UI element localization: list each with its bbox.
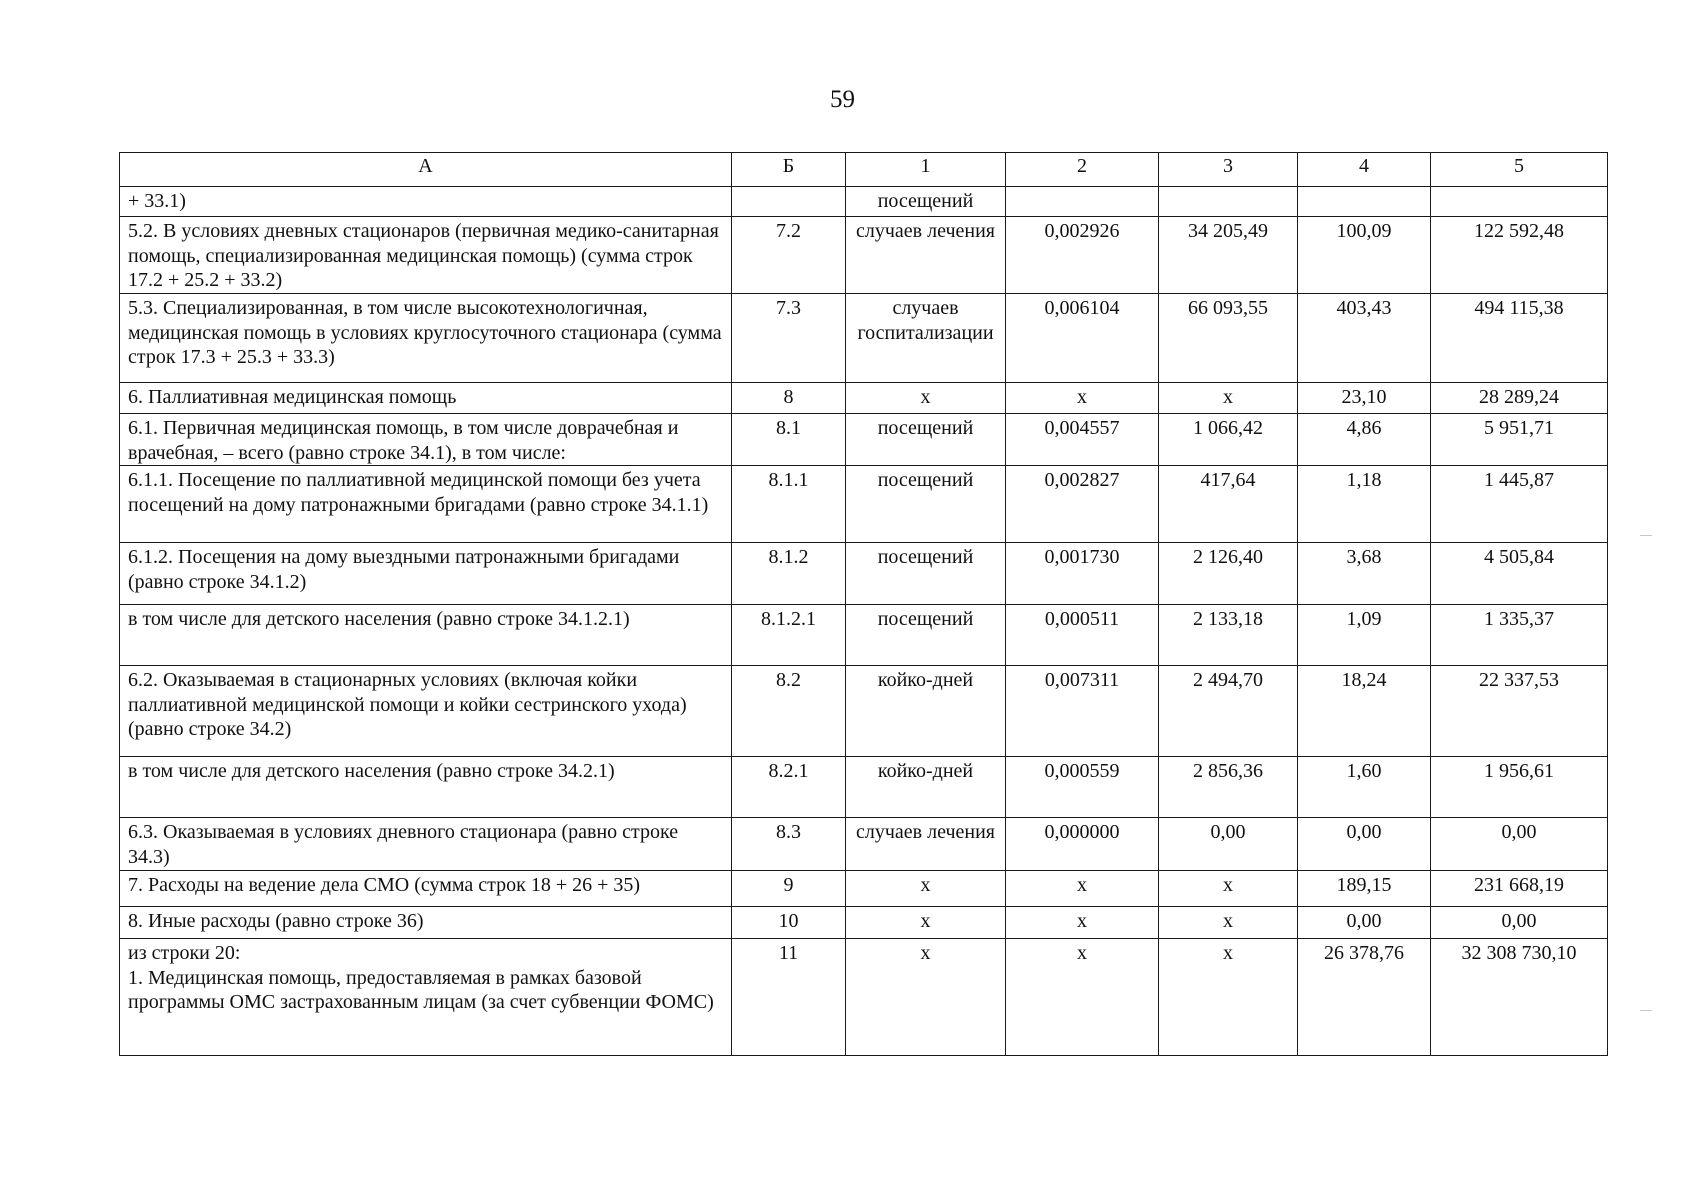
cell-unit: х (846, 871, 1006, 907)
cell-col-3: 1 066,42 (1159, 414, 1298, 466)
cell-col-5: 0,00 (1431, 818, 1608, 871)
cell-unit: койко-дней (846, 666, 1006, 757)
cell-col-3: 2 126,40 (1159, 543, 1298, 605)
cell-col-5: 231 668,19 (1431, 871, 1608, 907)
table-row (120, 543, 1608, 605)
cell-description: 6.2. Оказываемая в стационарных условиях (включая койки паллиативной медицинской помощи и койки сестринского ухода) (равно строке 34.2) (120, 666, 732, 757)
page-number: 59 (830, 86, 855, 113)
cell-col-2: 0,001730 (1006, 543, 1159, 605)
cell-description: 6.1.1. Посещение по паллиативной медицинской помощи без учета посещений на дому патронажными бригадами (равно строке 34.1.1) (120, 466, 732, 543)
cell-unit: случаев лечения (846, 818, 1006, 871)
cell-col-5: 28 289,24 (1431, 383, 1608, 414)
cell-col-4: 100,09 (1298, 217, 1431, 294)
cell-col-4: 0,00 (1298, 818, 1431, 871)
table-row (120, 907, 1608, 939)
cell-col-3: 0,00 (1159, 818, 1298, 871)
cell-row-code: 7.3 (732, 294, 846, 383)
table-row (120, 666, 1608, 757)
column-header-1: 1 (846, 153, 1006, 187)
cell-description: 5.2. В условиях дневных стационаров (первичная медико-санитарная помощь, специализированная медицинская помощь) (сумма строк 17.2 + 25.2 + 33.2) (120, 217, 732, 294)
cell-row-code: 7.2 (732, 217, 846, 294)
cell-col-4: 1,09 (1298, 605, 1431, 666)
table-row (120, 414, 1608, 466)
cell-description: 5.3. Специализированная, в том числе высокотехнологичная, медицинская помощь в условиях круглосуточного стационара (сумма строк 17.3 + 25.3 + 33.3) (120, 294, 732, 383)
cell-description: 6.1. Первичная медицинская помощь, в том числе доврачебная и врачебная, – всего (равно строке 34.1), в том числе: (120, 414, 732, 466)
cell-unit: х (846, 907, 1006, 939)
cell-col-5: 4 505,84 (1431, 543, 1608, 605)
table-row (120, 939, 1608, 1056)
cell-row-code: 9 (732, 871, 846, 907)
cell-col-4: 403,43 (1298, 294, 1431, 383)
cell-row-code: 10 (732, 907, 846, 939)
cell-description: в том числе для детского населения (равно строке 34.2.1) (120, 757, 732, 818)
cell-unit: койко-дней (846, 757, 1006, 818)
cell-col-2: 0,007311 (1006, 666, 1159, 757)
cell-col-3: 2 494,70 (1159, 666, 1298, 757)
cell-unit: посещений (846, 414, 1006, 466)
cell-unit: посещений (846, 187, 1006, 217)
cell-description: 6.1.2. Посещения на дому выездными патронажными бригадами (равно строке 34.1.2) (120, 543, 732, 605)
table-row (120, 294, 1608, 383)
cell-col-4: 3,68 (1298, 543, 1431, 605)
cell-col-4: 26 378,76 (1298, 939, 1431, 1056)
cell-row-code (732, 187, 846, 217)
cell-col-2: 0,000511 (1006, 605, 1159, 666)
cell-row-code: 8.1 (732, 414, 846, 466)
cell-row-code: 8.3 (732, 818, 846, 871)
column-header-5: 5 (1431, 153, 1608, 187)
cell-col-3: 2 133,18 (1159, 605, 1298, 666)
column-header-b: Б (732, 153, 846, 187)
cell-row-code: 8 (732, 383, 846, 414)
cell-col-4: 189,15 (1298, 871, 1431, 907)
cell-col-5: 494 115,38 (1431, 294, 1608, 383)
cell-row-code: 8.1.2.1 (732, 605, 846, 666)
column-header-4: 4 (1298, 153, 1431, 187)
cell-unit: посещений (846, 466, 1006, 543)
table-row (120, 187, 1608, 217)
cell-col-2: 0,000559 (1006, 757, 1159, 818)
cell-description: в том числе для детского населения (равно строке 34.1.2.1) (120, 605, 732, 666)
column-header-3: 3 (1159, 153, 1298, 187)
table-header-row (120, 153, 1608, 187)
table-row (120, 605, 1608, 666)
cell-col-4 (1298, 187, 1431, 217)
cell-col-3: 34 205,49 (1159, 217, 1298, 294)
cell-col-3: 2 856,36 (1159, 757, 1298, 818)
cell-col-5: 0,00 (1431, 907, 1608, 939)
cell-col-4: 1,60 (1298, 757, 1431, 818)
cell-description (120, 939, 732, 1056)
data-table (119, 152, 1608, 1056)
cell-col-5: 22 337,53 (1431, 666, 1608, 757)
cell-col-4: 18,24 (1298, 666, 1431, 757)
cell-unit: х (846, 383, 1006, 414)
cell-col-2: х (1006, 383, 1159, 414)
cell-col-2: 0,002827 (1006, 466, 1159, 543)
cell-col-2: х (1006, 871, 1159, 907)
cell-col-4: 1,18 (1298, 466, 1431, 543)
cell-col-2: х (1006, 907, 1159, 939)
cell-col-3 (1159, 187, 1298, 217)
table-row (120, 217, 1608, 294)
cell-col-5: 1 335,37 (1431, 605, 1608, 666)
cell-col-5 (1431, 187, 1608, 217)
cell-col-2 (1006, 187, 1159, 217)
cell-col-3: х (1159, 939, 1298, 1056)
column-header-2: 2 (1006, 153, 1159, 187)
cell-description: 6. Паллиативная медицинская помощь (120, 383, 732, 414)
cell-col-5: 1 445,87 (1431, 466, 1608, 543)
cell-row-code: 8.1.1 (732, 466, 846, 543)
table-row (120, 466, 1608, 543)
cell-col-4: 0,00 (1298, 907, 1431, 939)
cell-col-3: 66 093,55 (1159, 294, 1298, 383)
cell-col-5: 122 592,48 (1431, 217, 1608, 294)
scan-artifact (1640, 1010, 1652, 1011)
cell-col-2: 0,000000 (1006, 818, 1159, 871)
cell-col-4: 23,10 (1298, 383, 1431, 414)
table-row (120, 383, 1608, 414)
cell-description: 7. Расходы на ведение дела СМО (сумма строк 18 + 26 + 35) (120, 871, 732, 907)
table-row (120, 757, 1608, 818)
cell-row-code: 8.2.1 (732, 757, 846, 818)
cell-col-5: 5 951,71 (1431, 414, 1608, 466)
cell-unit: посещений (846, 543, 1006, 605)
cell-description: 6.3. Оказываемая в условиях дневного стационара (равно строке 34.3) (120, 818, 732, 871)
cell-col-2: х (1006, 939, 1159, 1056)
cell-col-4: 4,86 (1298, 414, 1431, 466)
cell-col-3: х (1159, 871, 1298, 907)
cell-unit: случаев госпитализации (846, 294, 1006, 383)
cell-col-2: 0,004557 (1006, 414, 1159, 466)
cell-col-2: 0,006104 (1006, 294, 1159, 383)
cell-unit: случаев лечения (846, 217, 1006, 294)
cell-col-2: 0,002926 (1006, 217, 1159, 294)
cell-col-5: 32 308 730,10 (1431, 939, 1608, 1056)
cell-row-code: 8.2 (732, 666, 846, 757)
cell-col-3: х (1159, 383, 1298, 414)
cell-col-3: х (1159, 907, 1298, 939)
table-row (120, 818, 1608, 871)
cell-unit: х (846, 939, 1006, 1056)
cell-description-line-1: из строки 20: (128, 942, 241, 964)
cell-description-line-2: 1. Медицинская помощь, предоставляемая в рамках базовой программы ОМС застрахованным лицам (за счет субвенции ФОМС) (128, 966, 714, 1013)
column-header-a: А (120, 153, 732, 187)
cell-description: 8. Иные расходы (равно строке 36) (120, 907, 732, 939)
cell-col-3: 417,64 (1159, 466, 1298, 543)
cell-unit: посещений (846, 605, 1006, 666)
cell-row-code: 11 (732, 939, 846, 1056)
cell-col-5: 1 956,61 (1431, 757, 1608, 818)
table-row (120, 871, 1608, 907)
cell-row-code: 8.1.2 (732, 543, 846, 605)
cell-description: + 33.1) (120, 187, 732, 217)
scan-artifact (1640, 535, 1652, 536)
